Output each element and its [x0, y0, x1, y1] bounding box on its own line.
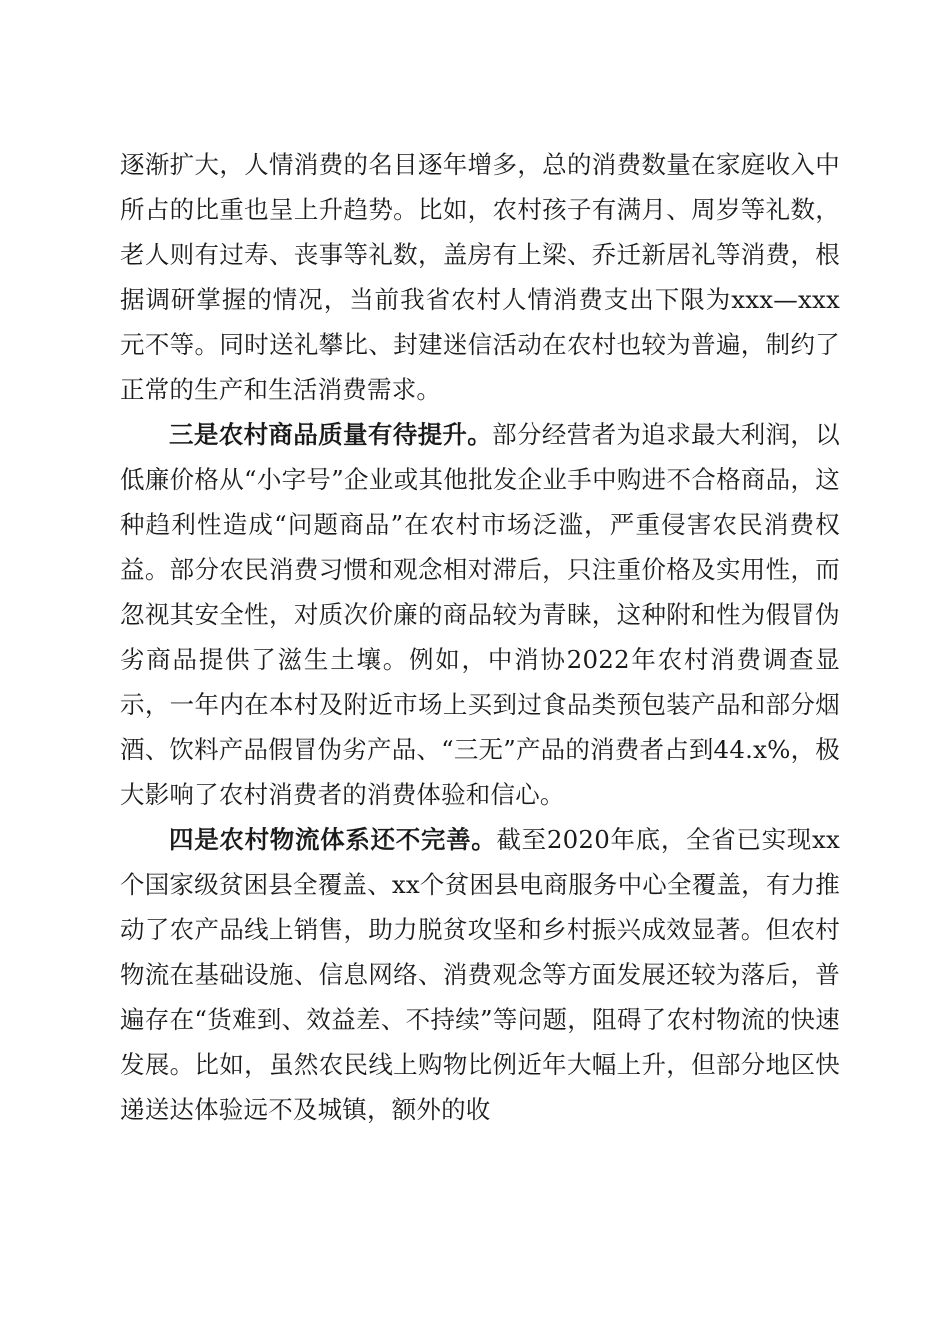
body-text [120, 142, 840, 1132]
paragraph-heading: 三是农村商品质量有待提升。 [169, 420, 493, 449]
paragraph-product-quality [120, 412, 840, 817]
paragraph-text: 逐渐扩大，人情消费的名目逐年增多，总的消费数量在家庭收入中所占的比重也呈上升趋势。比如，农村孩子有满月、周岁等礼数，老人则有过寿、丧事等礼数，盖房有上梁、乔迁新居礼等消费，根据调研掌握的情况，当前我省农村人情消费支出下限为xxx—xxx元不等。同时送礼攀比、封建迷信活动在农村也较为普遍，制约了正常的生产和生活消费需求。 [120, 150, 840, 404]
paragraph-text: 截至2020年底，全省已实现xx个国家级贫困县全覆盖、xx个贫困县电商服务中心全覆盖，有力推动了农产品线上销售，助力脱贫攻坚和乡村振兴成效显著。但农村物流在基础设施、信息网络、消费观念等方面发展还较为落后，普遍存在“货难到、效益差、不持续”等问题，阻碍了农村物流的快速发展。比如，虽然农民线上购物比例近年大幅上升，但部分地区快递送达体验远不及城镇，额外的收 [120, 825, 841, 1124]
paragraph-heading: 四是农村物流体系还不完善。 [169, 825, 497, 854]
paragraph-continued [120, 142, 840, 412]
paragraph-text: 部分经营者为追求最大利润，以低廉价格从“小字号”企业或其他批发企业手中购进不合格商品，这种趋利性造成“问题商品”在农村市场泛滥，严重侵害农民消费权益。部分农民消费习惯和观念相对滞后，只注重价格及实用性，而忽视其安全性，对质次价廉的商品较为青睐，这种附和性为假冒伪劣商品提供了滋生土壤。例如，中消协2022年农村消费调查显示，一年内在本村及附近市场上买到过食品类预包装产品和部分烟酒、饮料产品假冒伪劣产品、“三无”产品的消费者占到44.x%，极大影响了农村消费者的消费体验和信心。 [120, 420, 841, 809]
paragraph-logistics [120, 817, 840, 1132]
